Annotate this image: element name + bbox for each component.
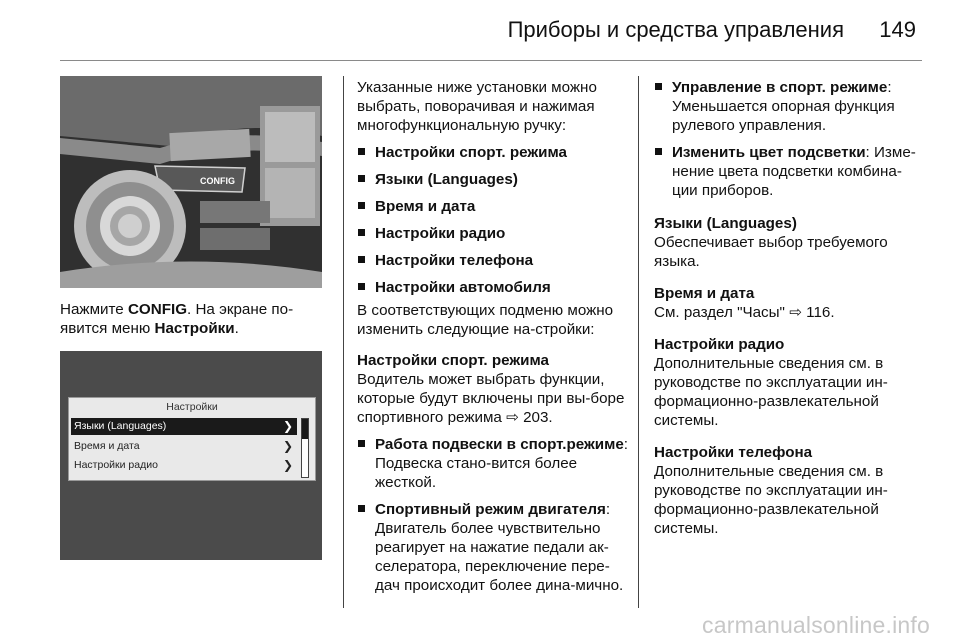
settings-screen bbox=[68, 397, 316, 481]
time-date-section bbox=[654, 284, 924, 322]
list-item: Языки (Languages) bbox=[357, 170, 629, 189]
list-item: Управление в спорт. режиме: Уменьшается опорная функция рулевого управления. bbox=[654, 78, 924, 135]
list-item: Время и дата bbox=[357, 197, 629, 216]
config-button-photo bbox=[60, 76, 322, 288]
settings-menu-text: Настройки bbox=[154, 320, 235, 337]
chevron-right-icon: ❯ bbox=[282, 458, 293, 472]
section-text: Дополнительные сведения см. в руководстве по эксплуатации ин-формационно-развлекательной системы. bbox=[654, 355, 888, 429]
watermark: carmanualsonline.info bbox=[702, 612, 930, 638]
menu-item-languages: Языки (Languages) ❯ bbox=[71, 418, 297, 435]
photo-caption: Нажмите CONFIG. На экране по-явится меню Настройки. bbox=[60, 301, 294, 337]
page-ref-icon: ⇨ bbox=[789, 304, 802, 321]
header-divider bbox=[60, 60, 922, 61]
list-item: Спортивный режим двигателя: Двигатель более чувствительно реагирует на нажатие педали ак-селератора, переключение пере-дач происходит более дина-мично. bbox=[357, 500, 629, 595]
section-text: Водитель может выбрать функции, которые будут включены при вы-боре спортивного режима ⇨ 203. bbox=[357, 371, 625, 426]
middle-column bbox=[357, 78, 629, 605]
menu-item-radio: Настройки радио ❯ bbox=[74, 458, 293, 472]
languages-section bbox=[654, 214, 924, 271]
list-item: Работа подвески в спорт.режиме: Подвеска стано-вится более жесткой. bbox=[357, 435, 629, 492]
list-item: Настройки автомобиля bbox=[357, 278, 629, 297]
section-heading: Настройки радио bbox=[654, 336, 785, 353]
section-heading: Языки (Languages) bbox=[654, 215, 797, 232]
screen-title: Настройки bbox=[166, 401, 218, 413]
radio-section bbox=[654, 335, 924, 430]
console-illustration bbox=[60, 76, 322, 288]
scrollbar bbox=[301, 418, 309, 478]
section-text: Обеспечивает выбор требуемого языка. bbox=[654, 234, 888, 270]
intro-text: Указанные ниже установки можно выбрать, поворачивая и нажимая многофункциональную ручку: bbox=[357, 79, 597, 134]
chevron-right-icon: ❯ bbox=[282, 419, 293, 433]
page-header-title: Приборы и средства управления bbox=[507, 17, 844, 42]
menu-item-time-date: Время и дата ❯ bbox=[74, 439, 293, 453]
phone-section bbox=[654, 443, 924, 538]
column-divider-1 bbox=[343, 76, 344, 608]
list-item: Настройки радио bbox=[357, 224, 629, 243]
config-label: CONFIG bbox=[200, 176, 235, 186]
sport-options-list-cont bbox=[654, 78, 924, 200]
list-item: Настройки телефона bbox=[357, 251, 629, 270]
left-column bbox=[60, 300, 322, 350]
section-heading: Настройки телефона bbox=[654, 444, 813, 461]
sport-section bbox=[357, 351, 629, 595]
section-text: См. раздел "Часы" ⇨ 116. bbox=[654, 304, 835, 321]
section-text: Дополнительные сведения см. в руководстве по эксплуатации ин-формационно-развлекательной системы. bbox=[654, 463, 888, 537]
sport-options-list bbox=[357, 435, 629, 595]
column-divider-2 bbox=[638, 76, 639, 608]
page-ref-icon: ⇨ bbox=[506, 409, 519, 426]
list-item: Изменить цвет подсветки: Изме-нение цвета подсветки комбина-ции приборов. bbox=[654, 143, 924, 200]
chevron-right-icon: ❯ bbox=[282, 439, 293, 453]
config-text: CONFIG bbox=[127, 301, 188, 318]
page-number: 149 bbox=[879, 17, 916, 42]
section-heading: Настройки спорт. режима bbox=[357, 352, 549, 369]
submenu-text: В соответствующих подменю можно изменить следующие на-стройки: bbox=[357, 302, 614, 338]
scroll-thumb bbox=[302, 419, 308, 439]
list-item: Настройки спорт. режима bbox=[357, 143, 629, 162]
display-illustration bbox=[60, 351, 322, 560]
settings-list bbox=[357, 143, 629, 297]
section-heading: Время и дата bbox=[654, 285, 755, 302]
right-column bbox=[654, 78, 924, 551]
